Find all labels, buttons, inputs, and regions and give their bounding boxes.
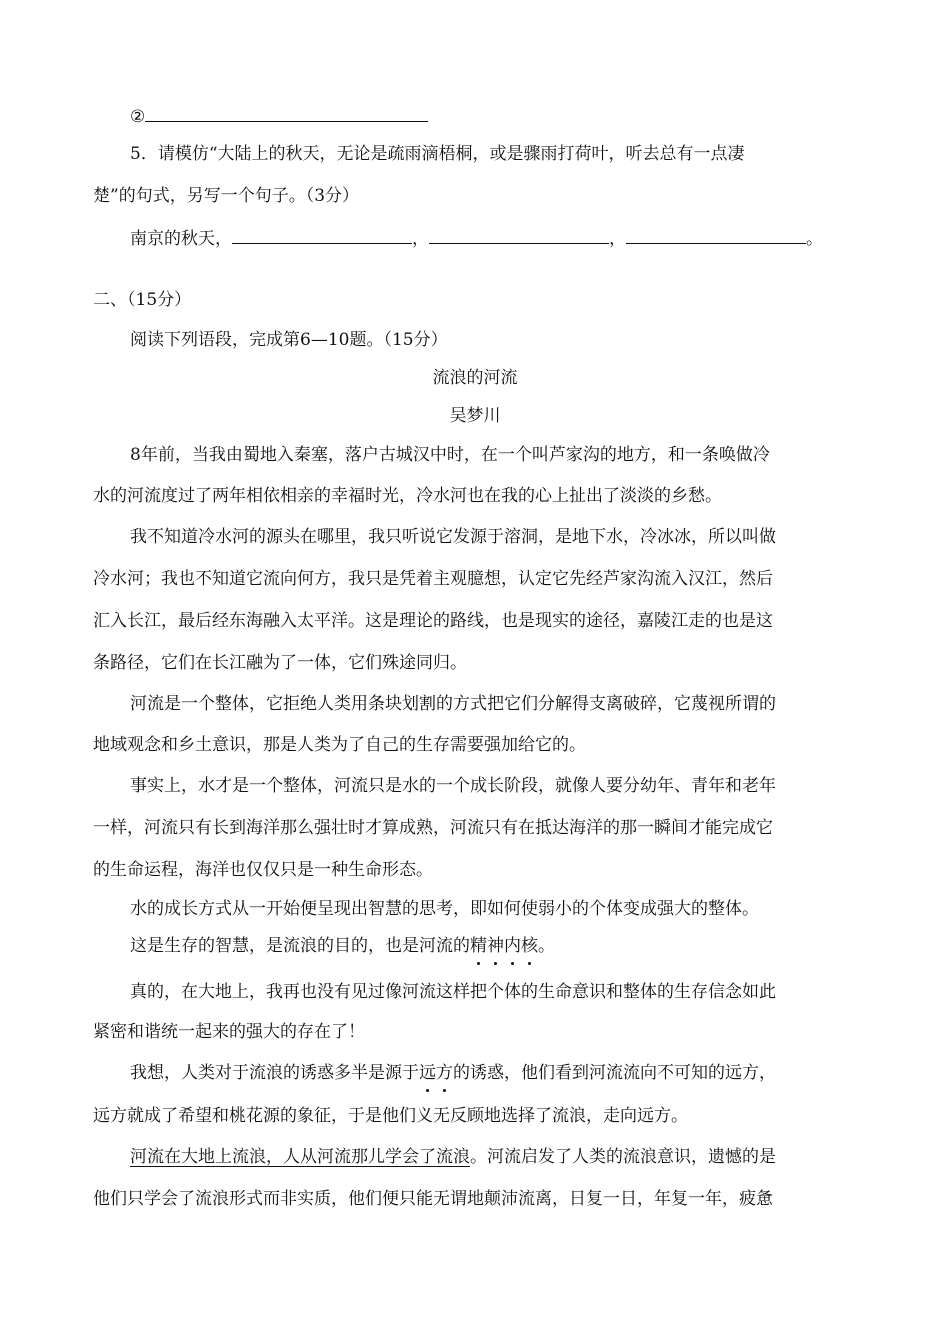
q5-end: 。: [806, 229, 823, 249]
para4-line3: 的生命运程，海洋也仅仅只是一种生命形态。: [93, 860, 433, 880]
emphasis-char: 远: [419, 1063, 436, 1083]
para6-end: 。: [538, 936, 555, 956]
q5-line2: 楚”的句式，另写一个句子。（3分）: [93, 186, 360, 206]
underlined-sentence: 河流在大地上流浪，人从河流那儿学会了流浪: [130, 1147, 470, 1167]
para4-line2: 一样，河流只有长到海洋那么强壮时才算成熟，河流只有在抵达海洋的那一瞬间才能完成它: [93, 818, 773, 838]
q5-sep-1: ，: [412, 229, 429, 249]
q4-answer-blank[interactable]: [145, 103, 428, 122]
para8-line1: [130, 1061, 776, 1085]
q5-blank-2[interactable]: [429, 225, 609, 244]
para9-line2: 他们只学会了流浪形式而非实质，他们便只能无谓地颠沛流离，日复一日，年复一年，疲惫: [93, 1189, 773, 1209]
para6: [130, 934, 555, 958]
q4-answer-line: [130, 103, 428, 129]
para2-line3: 汇入长江，最后经东海融入太平洋。这是理论的路线，也是现实的途径，嘉陵江走的也是这: [93, 611, 773, 631]
para8-text-pre: 我想，人类对于流浪的诱惑多半是源于: [130, 1063, 419, 1083]
para1-line1: 8年前，当我由蜀地入秦塞，落户古城汉中时，在一个叫芦家沟的地方，和一条唤做冷: [130, 445, 770, 465]
para5: 水的成长方式从一开始便呈现出智慧的思考，即如何使弱小的个体变成强大的整体。: [130, 899, 759, 919]
para7-line1: 真的，在大地上，我再也没有见过像河流这样把个体的生命意识和整体的生存信念如此: [130, 982, 776, 1002]
passage-title: 流浪的河流: [432, 368, 518, 388]
emphasis-char: 核: [521, 936, 538, 956]
para8-line2: 远方就成了希望和桃花源的象征，于是他们义无反顾地选择了流浪，走向远方。: [93, 1106, 688, 1126]
emphasis-char: 神: [487, 936, 504, 956]
para6-text: 这是生存的智慧，是流浪的目的，也是河流的: [130, 936, 470, 956]
passage-author: 吴梦川: [449, 406, 501, 426]
section2-instruction: 阅读下列语段，完成第6—10题。（15分）: [130, 330, 448, 350]
q5-blank-3[interactable]: [626, 225, 806, 244]
para2-line4: 条路径，它们在长江融为了一体，它们殊途同归。: [93, 653, 467, 673]
para8-text-post: 的诱惑，他们看到河流流向不可知的远方，: [453, 1063, 776, 1083]
q5-blank-1[interactable]: [232, 225, 412, 244]
q4-marker: ②: [130, 107, 146, 127]
q5-line1: 5．请模仿“大陆上的秋天，无论是疏雨滴梧桐，或是骤雨打荷叶，听去总有一点凄: [130, 144, 745, 164]
emphasis-char: 方: [436, 1063, 453, 1083]
para9-text-post: 。河流启发了人类的流浪意识，遗憾的是: [470, 1147, 776, 1167]
q5-sep-2: ，: [609, 229, 626, 249]
para3-line1: 河流是一个整体，它拒绝人类用条块划割的方式把它们分解得支离破碎，它蔑视所谓的: [130, 694, 776, 714]
q5-lead: 南京的秋天，: [130, 229, 232, 249]
para3-line2: 地域观念和乡土意识，那是人类为了自己的生存需要强加给它的。: [93, 735, 586, 755]
para7-line2: 紧密和谐统一起来的强大的存在了！: [93, 1022, 365, 1042]
para1-line2: 水的河流度过了两年相依相亲的幸福时光，冷水河也在我的心上扯出了淡淡的乡愁。: [93, 486, 722, 506]
section2-heading: 二、（15分）: [93, 290, 192, 310]
para2-line1: 我不知道冷水河的源头在哪里，我只听说它发源于溶洞，是地下水，冷冰冰，所以叫做: [130, 527, 776, 547]
para4-line1: 事实上，水才是一个整体，河流只是水的一个成长阶段，就像人要分幼年、青年和老年: [130, 776, 776, 796]
emphasis-char: 精: [470, 936, 487, 956]
para9-line1: [130, 1145, 776, 1169]
emphasis-char: 内: [504, 936, 521, 956]
para2-line2: 冷水河；我也不知道它流向何方，我只是凭着主观臆想，认定它先经芦家沟流入汉江，然后: [93, 569, 773, 589]
q5-answer-line: [130, 225, 823, 251]
